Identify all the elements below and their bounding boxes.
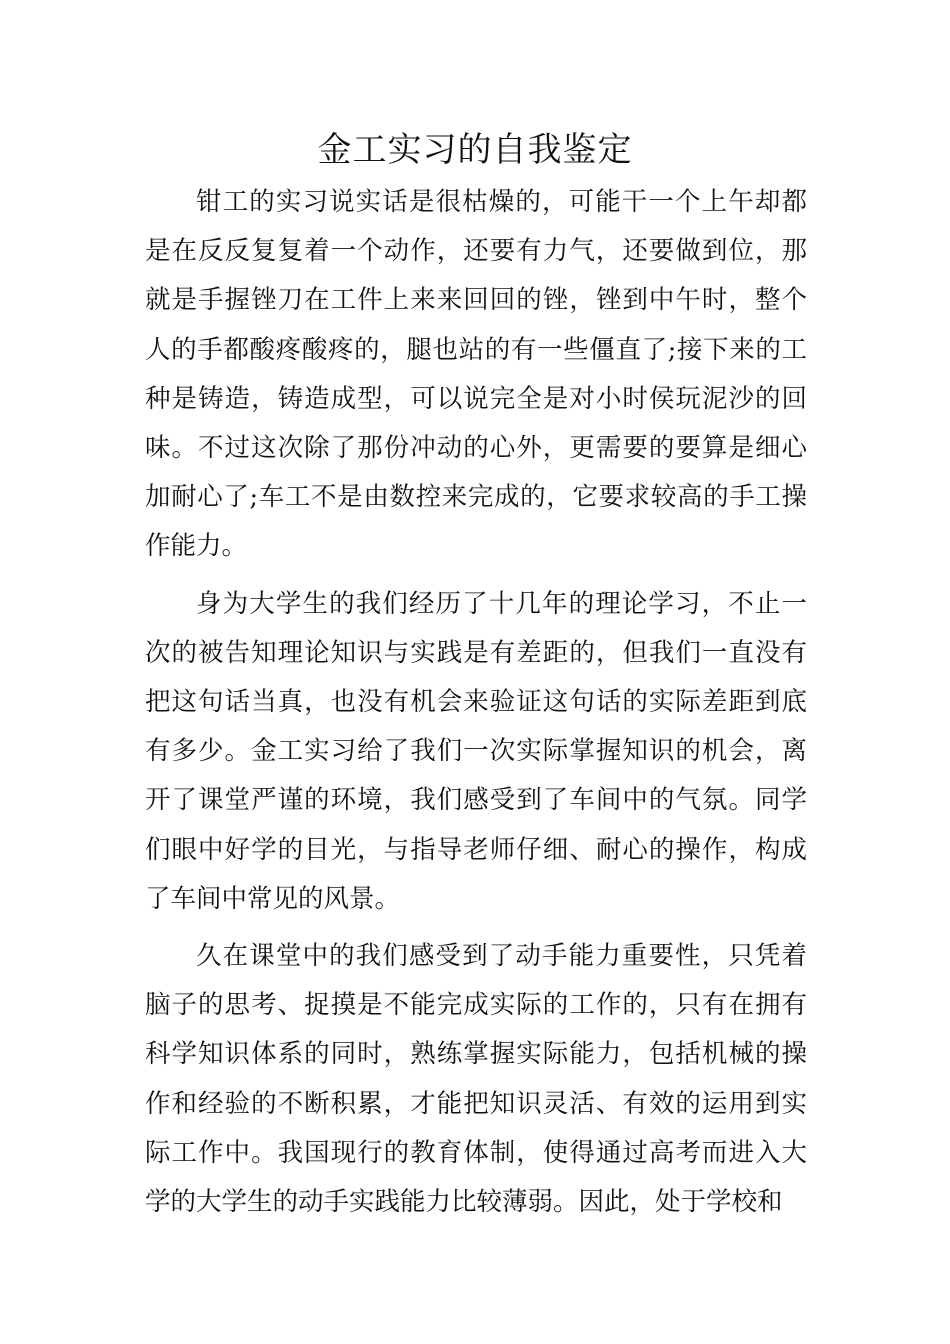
paragraph-1: 钳工的实习说实话是很枯燥的，可能干一个上午却都是在反反复复着一个动作，还要有力气，还要做到位，那就是手握锉刀在工件上来来回回的锉，锉到中午时，整个人的手都酸疼酸疼的，腿也站的有一些僵直了;接下来的工种是铸造，铸造成型，可以说完全是对小时侯玩泥沙的回味。不过这次除了那份冲动的心外，更需要的要算是细心加耐心了;车工不是由数控来完成的，它要求较高的手工操作能力。 xyxy=(145,187,807,562)
document-title: 金工实习的自我鉴定 xyxy=(317,130,633,170)
paragraph-3: 久在课堂中的我们感受到了动手能力重要性，只凭着脑子的思考、捉摸是不能完成实际的工作的，只有在拥有科学知识体系的同时，熟练掌握实际能力，包括机械的操作和经验的不断积累，才能把知识灵活、有效的运用到实际工作中。我国现行的教育体制，使得通过高考而进入大学的大学生的动手实践能力比较薄弱。因此，处于学校和 xyxy=(145,941,807,1218)
paragraph-2: 身为大学生的我们经历了十几年的理论学习，不止一次的被告知理论知识与实践是有差距的，但我们一直没有把这句话当真，也没有机会来验证这句话的实际差距到底有多少。金工实习给了我们一次实际掌握知识的机会，离开了课堂严谨的环境，我们感受到了车间中的气氛。同学们眼中好学的目光，与指导老师仔细、耐心的操作，构成了车间中常见的风景。 xyxy=(145,588,807,914)
document-body xyxy=(145,178,807,1227)
